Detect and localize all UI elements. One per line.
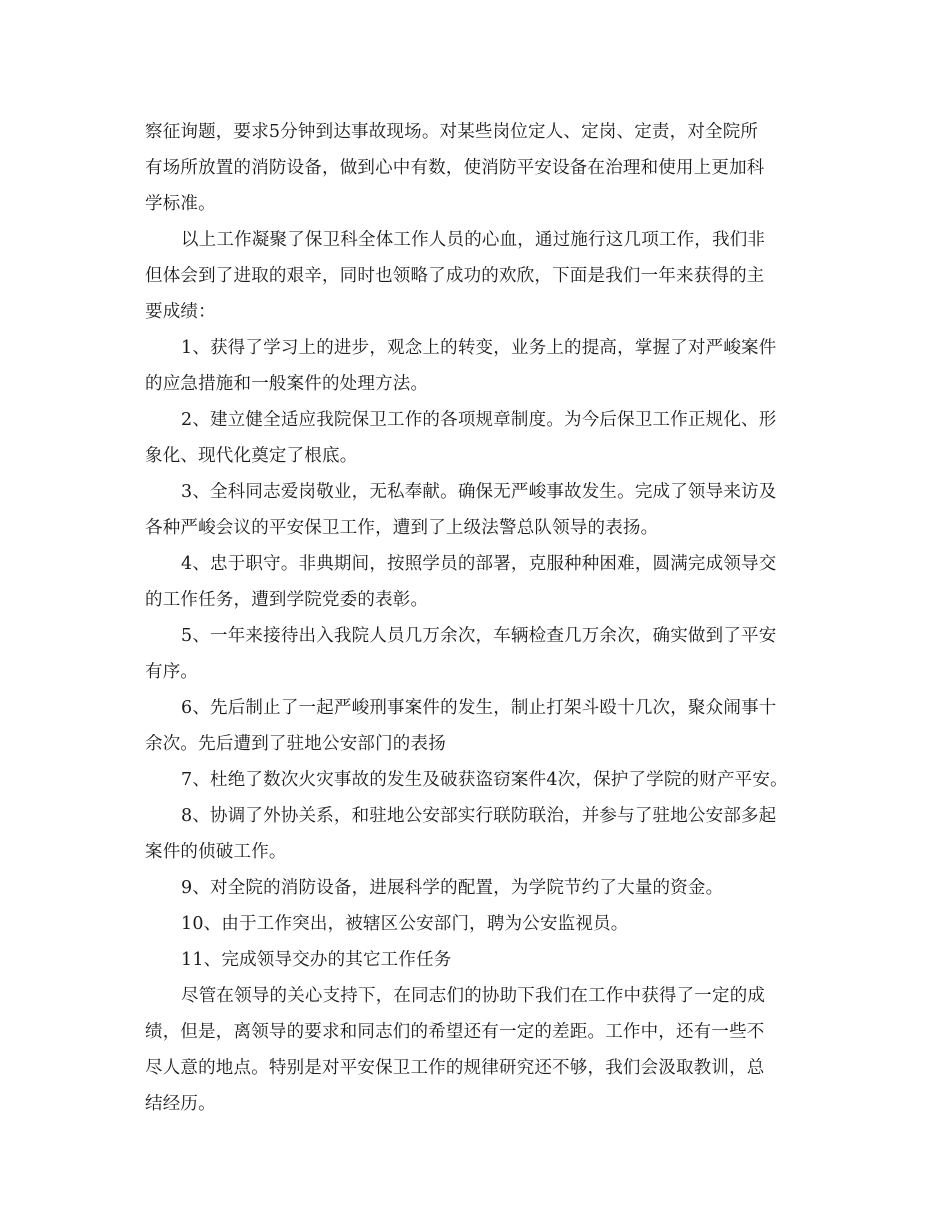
text-line: 2、建立健全适应我院保卫工作的各项规章制度。为今后保卫工作正规化、形 [181,410,777,430]
text-line: 察征询题，要求5分钟到达事故现场。对某些岗位定人、定岗、定责，对全院所 [145,122,759,142]
text-line: 以上工作凝聚了保卫科全体工作人员的心血，通过施行这几项工作，我们非 [181,230,766,250]
text-line: 要成绩： [145,302,216,322]
text-line: 结经历。 [145,1094,216,1114]
text-line: 3、全科同志爱岗敬业，无私奉献。确保无严峻事故发生。完成了领导来访及 [181,482,777,502]
text-line: 的应急措施和一般案件的处理方法。 [145,374,429,394]
text-line: 8、协调了外协关系，和驻地公安部实行联防联治，并参与了驻地公安部多起 [181,806,777,826]
text-line: 象化、现代化奠定了根底。 [145,446,358,466]
text-line: 各种严峻会议的平安保卫工作，遭到了上级法警总队领导的表扬。 [145,518,659,538]
text-line: 10、由于工作突出，被辖区公安部门，聘为公安监视员。 [181,914,629,934]
text-line: 案件的侦破工作。 [145,842,287,862]
text-line: 余次。先后遭到了驻地公安部门的表扬 [145,734,446,754]
text-line: 尽人意的地点。特别是对平安保卫工作的规律研究还不够，我们会汲取教训，总 [145,1058,765,1078]
text-line: 学标准。 [145,194,216,214]
text-line: 5、一年来接待出入我院人员几万余次，车辆检查几万余次，确实做到了平安 [181,626,777,646]
text-line: 有场所放置的消防设备，做到心中有数，使消防平安设备在治理和使用上更加科 [145,158,765,178]
text-line: 7、杜绝了数次火灾事故的发生及破获盗窃案件4次，保护了学院的财产平安。 [181,770,788,790]
text-line: 有序。 [145,662,199,682]
text-line: 但体会到了进取的艰辛，同时也领略了成功的欢欣，下面是我们一年来获得的主 [145,266,765,286]
text-line: 4、忠于职守。非典期间，按照学员的部署，克服种种困难，圆满完成领导交 [181,554,777,574]
text-line: 的工作任务，遭到学院党委的表彰。 [145,590,429,610]
text-line: 11、完成领导交办的其它工作任务 [181,950,452,970]
text-line: 6、先后制止了一起严峻刑事案件的发生，制止打架斗殴十几次，聚众闹事十 [181,698,777,718]
text-line: 1、获得了学习上的进步，观念上的转变，业务上的提高，掌握了对严峻案件 [181,338,777,358]
text-line: 9、对全院的消防设备，进展科学的配置，为学院节约了大量的资金。 [181,878,724,898]
text-line: 尽管在领导的关心支持下，在同志们的协助下我们在工作中获得了一定的成 [181,986,766,1006]
text-line: 绩，但是，离领导的要求和同志们的希望还有一定的差距。工作中，还有一些不 [145,1022,765,1042]
